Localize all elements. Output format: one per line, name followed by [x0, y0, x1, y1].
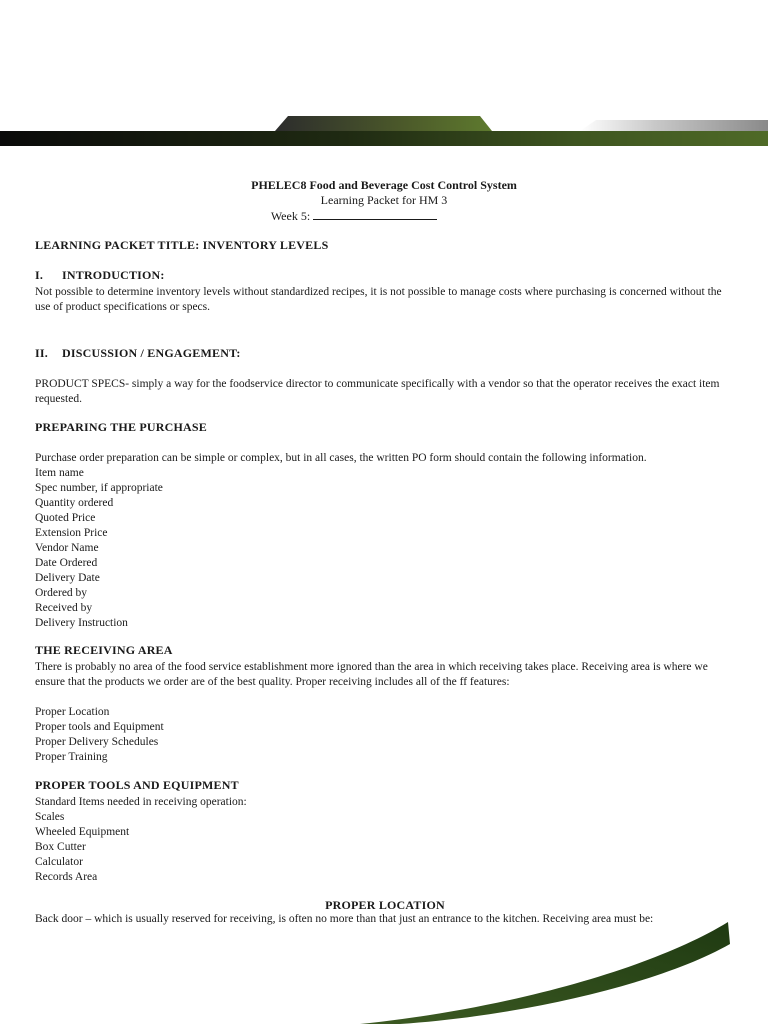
- header-band-grey-tab: [580, 120, 768, 131]
- tools-list: [35, 810, 735, 885]
- list-item: Wheeled Equipment: [35, 826, 130, 838]
- preparing-intro: Purchase order preparation can be simple or complex, but in all cases, the written PO form should contain the following information.: [35, 452, 647, 464]
- list-item: Quantity ordered: [35, 497, 114, 509]
- preparing-heading: PREPARING THE PURCHASE: [35, 420, 207, 434]
- discussion-number: II.: [35, 346, 48, 360]
- list-item: Item name: [35, 467, 84, 479]
- discussion-heading: [35, 346, 735, 361]
- list-item: Ordered by: [35, 587, 88, 599]
- week-label: Week 5:: [270, 209, 311, 223]
- packet-title: LEARNING PACKET TITLE: INVENTORY LEVELS: [35, 238, 329, 252]
- product-specs-text: PRODUCT SPECS- simply a way for the foodservice director to communicate specifically with a vendor so that the operator receives the exact item requested.: [35, 378, 720, 405]
- packet-label: Learning Packet for HM 3: [320, 193, 448, 207]
- list-item: Vendor Name: [35, 542, 99, 554]
- location-text: Back door – which is usually reserved for receiving, is often no more than that just an entrance to the kitchen. Receiving area must be:: [35, 913, 654, 925]
- intro-heading-text: INTRODUCTION:: [62, 268, 165, 282]
- list-item: Proper tools and Equipment: [35, 721, 164, 733]
- intro-number: I.: [35, 268, 44, 282]
- footer-swoosh-graphic: [360, 900, 768, 1024]
- list-item: Delivery Instruction: [35, 617, 128, 629]
- receiving-heading: THE RECEIVING AREA: [35, 643, 173, 657]
- list-item: Date Ordered: [35, 557, 98, 569]
- intro-heading: [35, 268, 735, 283]
- list-item: Delivery Date: [35, 572, 100, 584]
- list-item: Calculator: [35, 856, 83, 868]
- list-item: Extension Price: [35, 527, 108, 539]
- receiving-features-list: [35, 705, 735, 765]
- list-item: Proper Location: [35, 706, 110, 718]
- intro-text: Not possible to determine inventory levels without standardized recipes, it is not possible to manage costs where purchasing is concerned without the use of product specifications or specs.: [35, 286, 722, 313]
- list-item: Proper Training: [35, 751, 108, 763]
- footer-swoosh-stroke: [360, 922, 730, 1024]
- list-item: Quoted Price: [35, 512, 96, 524]
- tools-intro: Standard Items needed in receiving operation:: [35, 796, 247, 808]
- po-fields-list: [35, 466, 735, 631]
- week-line: [271, 208, 437, 224]
- discussion-heading-text: DISCUSSION / ENGAGEMENT:: [62, 346, 241, 360]
- header-band-bar: [0, 131, 768, 146]
- receiving-text: There is probably no area of the food service establishment more ignored than the area in which receiving takes place. Receiving area is where we ensure that the products we order are of the best quality. Proper receiving includes all of the ff features:: [35, 661, 708, 688]
- list-item: Scales: [35, 811, 65, 823]
- list-item: Box Cutter: [35, 841, 86, 853]
- list-item: Proper Delivery Schedules: [35, 736, 159, 748]
- document-header: [0, 178, 768, 224]
- course-title: PHELEC8 Food and Beverage Cost Control System: [251, 178, 517, 192]
- header-band-tab: [275, 116, 492, 131]
- tools-heading: PROPER TOOLS AND EQUIPMENT: [35, 778, 239, 792]
- location-heading: PROPER LOCATION: [325, 898, 445, 912]
- week-blank-line: [313, 208, 437, 220]
- list-item: Records Area: [35, 871, 98, 883]
- list-item: Received by: [35, 602, 93, 614]
- list-item: Spec number, if appropriate: [35, 482, 163, 494]
- header-banner-graphic: [0, 110, 768, 160]
